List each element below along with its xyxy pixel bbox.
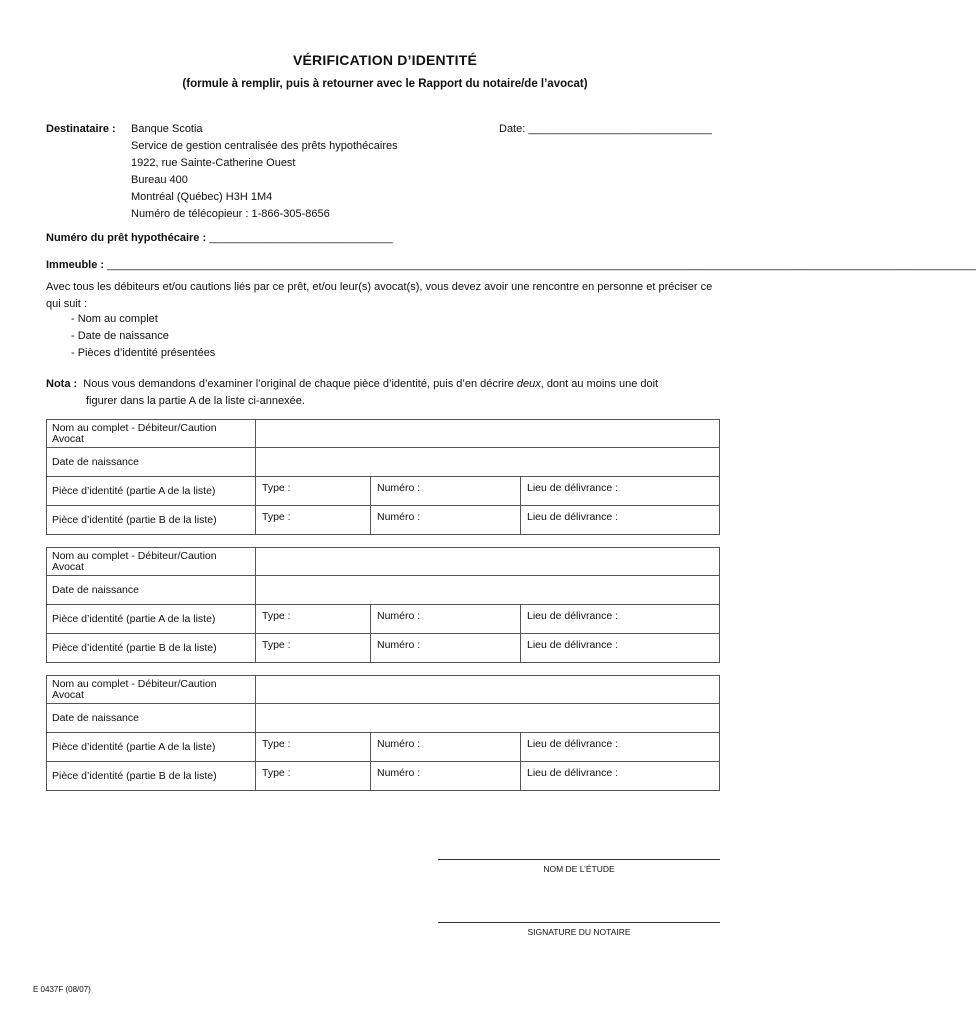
form-code: E 0437F (08/07) bbox=[33, 985, 91, 994]
piece-a-type-field[interactable]: Type : bbox=[256, 733, 371, 762]
full-name-label: Nom au complet - Débiteur/Caution Avocat bbox=[47, 676, 256, 704]
note-paragraph bbox=[46, 376, 726, 410]
piece-b-place-field[interactable]: Lieu de délivrance : bbox=[521, 634, 720, 663]
piece-a-label: Pièce d’identité (partie A de la liste) bbox=[47, 477, 256, 506]
piece-b-number-field[interactable]: Numéro : bbox=[371, 634, 521, 663]
full-name-input[interactable] bbox=[256, 548, 720, 576]
piece-a-type-field[interactable]: Type : bbox=[256, 605, 371, 634]
recipient-label: Destinataire : bbox=[46, 123, 116, 135]
birth-date-label: Date de naissance bbox=[47, 576, 256, 605]
loan-number-row bbox=[46, 230, 393, 247]
identity-table-2 bbox=[46, 547, 720, 663]
birth-date-label: Date de naissance bbox=[47, 448, 256, 477]
identity-table-1 bbox=[46, 419, 720, 535]
full-name-label: Nom au complet - Débiteur/Caution Avocat bbox=[47, 420, 256, 448]
piece-a-type-field[interactable]: Type : bbox=[256, 477, 371, 506]
piece-a-label: Pièce d’identité (partie A de la liste) bbox=[47, 605, 256, 634]
list-item: - Date de naissance bbox=[71, 330, 169, 342]
piece-b-label: Pièce d’identité (partie B de la liste) bbox=[47, 506, 256, 535]
note-text: Nous vous demandons d’examiner l’original de chaque pièce d’identité, puis d’en décrire bbox=[83, 378, 517, 390]
birth-date-input[interactable] bbox=[256, 576, 720, 605]
property-label: Immeuble : bbox=[46, 259, 105, 271]
piece-b-label: Pièce d’identité (partie B de la liste) bbox=[47, 762, 256, 791]
birth-date-input[interactable] bbox=[256, 448, 720, 477]
note-emphasis: deux bbox=[516, 378, 541, 390]
note-text-end: , dont au moins une doit bbox=[540, 378, 659, 390]
note-continuation: figurer dans la partie A de la liste ci-annexée. bbox=[86, 395, 305, 407]
note-label: Nota : bbox=[46, 378, 78, 390]
intro-paragraph: Avec tous les débiteurs et/ou cautions liés par ce prêt, et/ou leur(s) avocat(s), vous devez avoir une rencontre en personne et préciser ce qui suit : bbox=[46, 281, 713, 310]
piece-a-number-field[interactable]: Numéro : bbox=[371, 605, 521, 634]
page-subtitle: (formule à remplir, puis à retourner avec le Rapport du notaire/de l’avocat) bbox=[182, 78, 588, 90]
list-item: - Pièces d’identité présentées bbox=[71, 347, 216, 359]
recipient-line: Numéro de télécopieur : 1-866-305-8656 bbox=[131, 208, 330, 220]
birth-date-label: Date de naissance bbox=[47, 704, 256, 733]
notary-signature-line[interactable] bbox=[438, 922, 720, 923]
full-name-input[interactable] bbox=[256, 676, 720, 704]
piece-b-place-field[interactable]: Lieu de délivrance : bbox=[521, 506, 720, 535]
piece-a-label: Pièce d’identité (partie A de la liste) bbox=[47, 733, 256, 762]
recipient-line: Montréal (Québec) H3H 1M4 bbox=[131, 191, 273, 203]
recipient-line: 1922, rue Sainte-Catherine Ouest bbox=[131, 157, 296, 169]
piece-b-number-field[interactable]: Numéro : bbox=[371, 762, 521, 791]
piece-b-place-field[interactable]: Lieu de délivrance : bbox=[521, 762, 720, 791]
piece-b-type-field[interactable]: Type : bbox=[256, 762, 371, 791]
piece-b-number-field[interactable]: Numéro : bbox=[371, 506, 521, 535]
piece-a-place-field[interactable]: Lieu de délivrance : bbox=[521, 477, 720, 506]
loan-number-field[interactable]: ______________________________ bbox=[209, 232, 393, 244]
notary-signature-caption: SIGNATURE DU NOTAIRE bbox=[527, 927, 631, 937]
requirements-list bbox=[71, 311, 215, 362]
loan-number-label: Numéro du prêt hypothécaire : bbox=[46, 232, 207, 244]
recipient-line: Banque Scotia bbox=[131, 123, 203, 135]
identity-table-3 bbox=[46, 675, 720, 791]
piece-a-place-field[interactable]: Lieu de délivrance : bbox=[521, 605, 720, 634]
list-item: - Nom au complet bbox=[71, 313, 158, 325]
property-row bbox=[46, 257, 976, 274]
full-name-label: Nom au complet - Débiteur/Caution Avocat bbox=[47, 548, 256, 576]
piece-b-type-field[interactable]: Type : bbox=[256, 634, 371, 663]
recipient-line: Service de gestion centralisée des prêts hypothécaires bbox=[131, 140, 398, 152]
firm-name-caption: NOM DE L’ÉTUDE bbox=[543, 864, 615, 874]
firm-name-line[interactable] bbox=[438, 859, 720, 860]
piece-a-number-field[interactable]: Numéro : bbox=[371, 477, 521, 506]
page-title: VÉRIFICATION D’IDENTITÉ bbox=[292, 52, 477, 68]
full-name-input[interactable] bbox=[256, 420, 720, 448]
date-field[interactable]: Date: ______________________________ bbox=[499, 123, 712, 135]
piece-b-label: Pièce d’identité (partie B de la liste) bbox=[47, 634, 256, 663]
piece-b-type-field[interactable]: Type : bbox=[256, 506, 371, 535]
recipient-address bbox=[131, 121, 398, 223]
birth-date-input[interactable] bbox=[256, 704, 720, 733]
piece-a-place-field[interactable]: Lieu de délivrance : bbox=[521, 733, 720, 762]
piece-a-number-field[interactable]: Numéro : bbox=[371, 733, 521, 762]
property-field[interactable]: ______________________________________________________________________________________________________________________________________________ bbox=[107, 259, 976, 271]
recipient-line: Bureau 400 bbox=[131, 174, 188, 186]
